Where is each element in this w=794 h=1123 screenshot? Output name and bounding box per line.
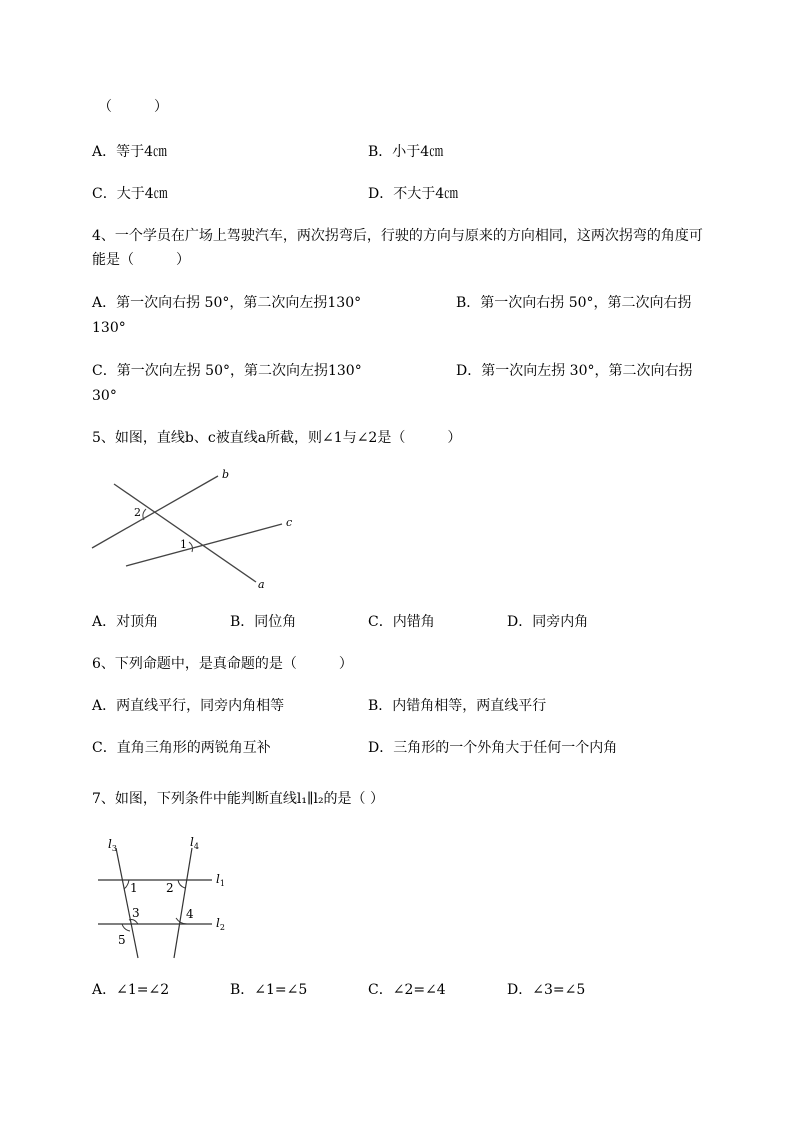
q7-figure <box>92 834 242 964</box>
q7-angle-5-arc <box>122 924 130 931</box>
q7-label-angle-1: 1 <box>130 881 138 895</box>
q4-option-b-line1: B．第一次向右拐 50°，第二次向右拐 <box>456 295 692 311</box>
q7-angle-1-arc <box>124 880 129 889</box>
q7-label-l2: $l_2$ <box>216 916 225 932</box>
q5-option-b: B．同位角 <box>230 614 297 630</box>
q5-line-c <box>126 524 282 566</box>
q5-line-a <box>114 484 256 582</box>
q4-option-b-line2: 130° <box>92 320 126 336</box>
q6-option-d: D．三角形的一个外角大于任何一个内角 <box>368 740 618 756</box>
q5-label-c: c <box>286 516 293 529</box>
q3-option-b: B．小于4㎝ <box>368 144 444 160</box>
q7-label-l3: $l_3$ <box>108 837 117 853</box>
q7-option-a: A．∠1=∠2 <box>92 982 170 998</box>
q3-option-a: A．等于4㎝ <box>92 144 168 160</box>
q5-figure <box>86 462 306 592</box>
q6-stem: 6、下列命题中，是真命题的是（ ） <box>92 656 353 672</box>
q7-label-l1: $l_1$ <box>216 872 225 888</box>
q4-option-d-line1: D．第一次向左拐 30°，第二次向右拐 <box>456 363 693 379</box>
q7-option-b: B．∠1=∠5 <box>230 982 308 998</box>
q3-option-d: D．不大于4㎝ <box>368 186 459 202</box>
q6-option-c: C．直角三角形的两锐角互补 <box>92 740 271 756</box>
q7-option-c: C．∠2=∠4 <box>368 982 446 998</box>
q7-label-l4: $l_4$ <box>190 835 199 851</box>
q7-label-angle-2: 2 <box>166 881 174 895</box>
q5-label-1: 1 <box>180 538 187 551</box>
q4-stem-line2: 能是（ ） <box>92 252 190 268</box>
q7-label-angle-4: 4 <box>186 907 194 921</box>
q3-answer-paren: （ ） <box>98 99 168 115</box>
q3-option-c: C．大于4㎝ <box>92 186 168 202</box>
q7-label-angle-5: 5 <box>118 933 126 947</box>
q6-option-b: B．内错角相等，两直线平行 <box>368 698 547 714</box>
q4-stem-line1: 4、一个学员在广场上驾驶汽车，两次拐弯后，行驶的方向与原来的方向相同，这两次拐弯的角度可 <box>92 228 703 244</box>
q4-option-c: C．第一次向左拐 50°，第二次向左拐130° <box>92 363 362 379</box>
q7-option-d: D．∠3=∠5 <box>507 982 586 998</box>
q5-option-d: D．同旁内角 <box>507 614 589 630</box>
q7-label-angle-3: 3 <box>132 906 140 920</box>
q6-option-a: A．两直线平行，同旁内角相等 <box>92 698 285 714</box>
q5-label-a: a <box>258 578 265 591</box>
q5-label-b: b <box>222 468 230 481</box>
q5-angle-1-arc <box>189 542 193 552</box>
q4-option-a: A．第一次向右拐 50°，第二次向左拐130° <box>92 295 362 311</box>
q7-angle-2-arc <box>178 880 185 888</box>
q4-option-d-line2: 30° <box>92 388 117 404</box>
q5-stem: 5、如图，直线b、c被直线a所截，则∠1与∠2是（ ） <box>92 430 462 446</box>
q5-option-c: C．内错角 <box>368 614 435 630</box>
q5-label-2: 2 <box>134 506 141 519</box>
q7-stem: 7、如图，下列条件中能判断直线l₁∥l₂的是（ ） <box>92 791 385 807</box>
q5-option-a: A．对顶角 <box>92 614 159 630</box>
q7-line-l4 <box>174 848 192 958</box>
